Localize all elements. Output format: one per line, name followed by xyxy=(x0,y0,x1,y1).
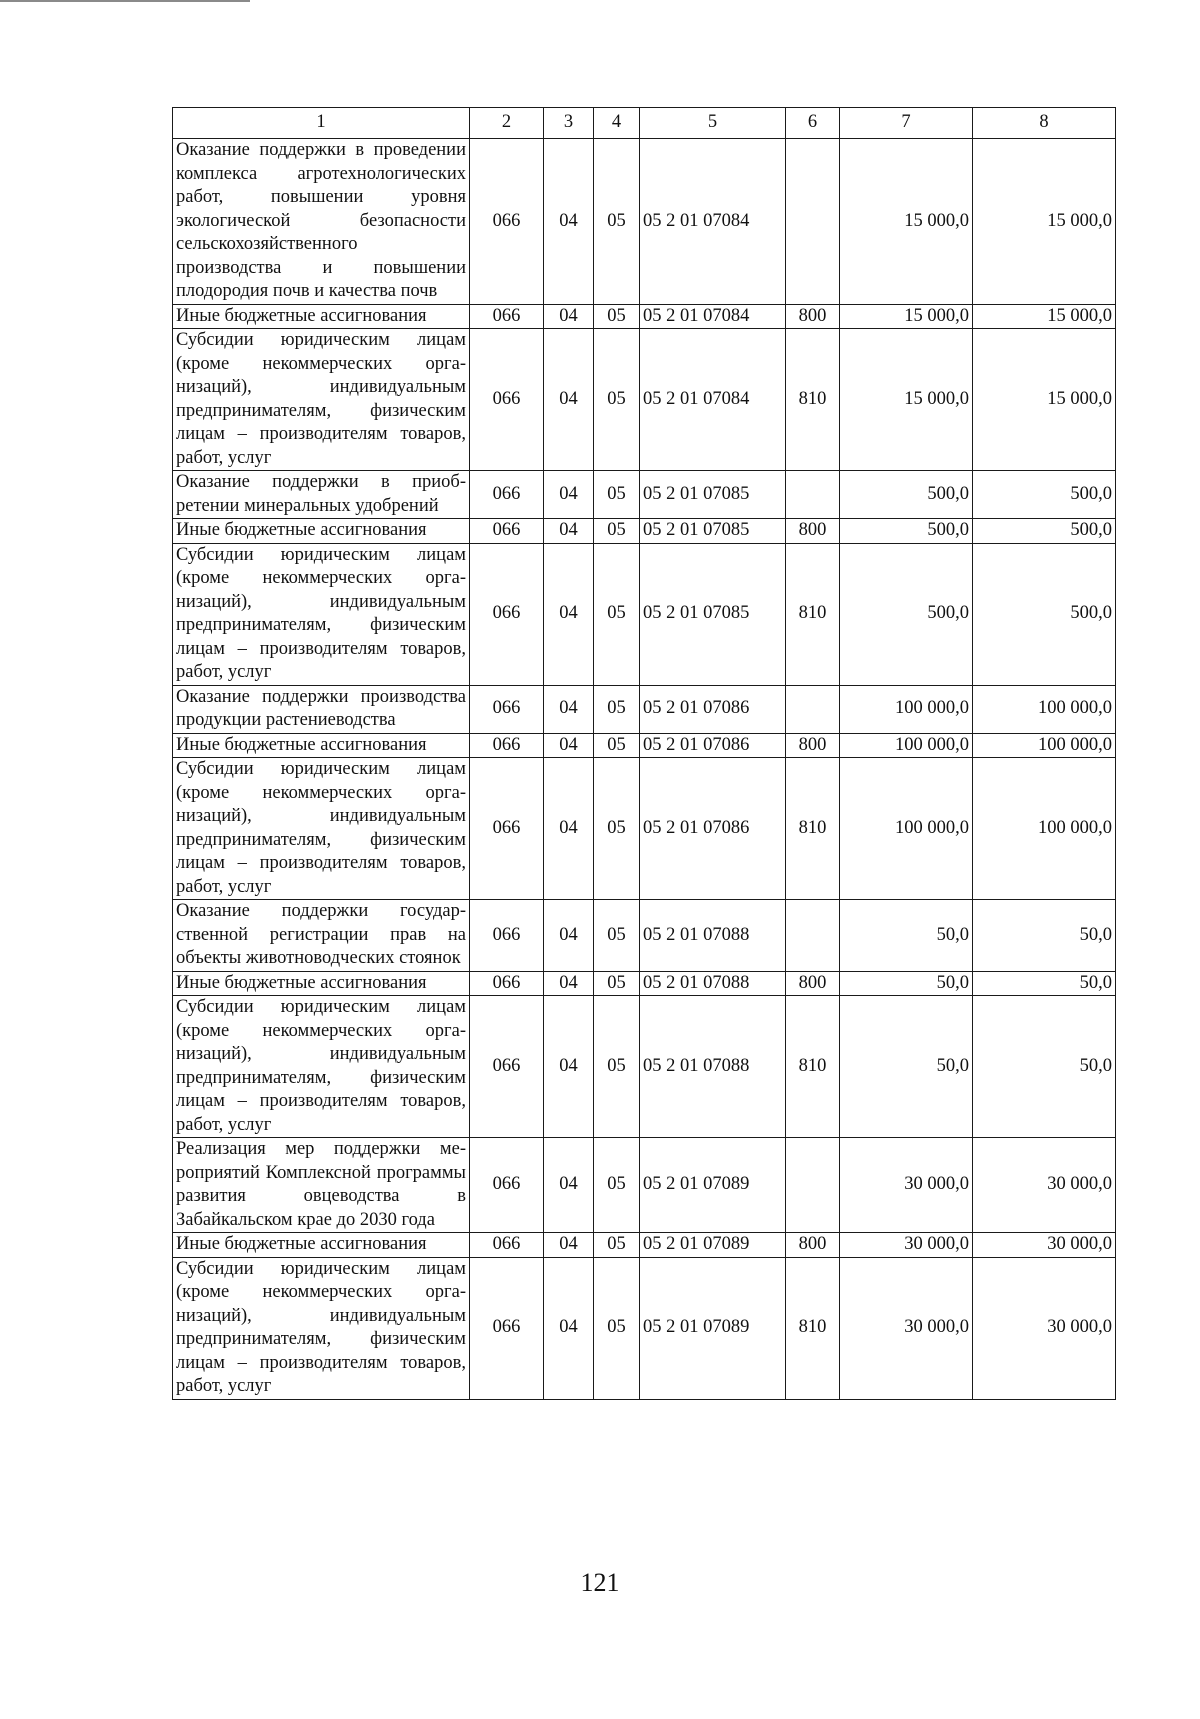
ministry-code-cell: 066 xyxy=(470,329,544,471)
amount-year2-cell: 30 000,0 xyxy=(973,1138,1116,1233)
section-cell: 04 xyxy=(544,1138,594,1233)
target-article-cell: 05 2 01 07086 xyxy=(640,758,786,900)
subsection-cell: 05 xyxy=(594,900,640,972)
amount-year1-cell: 500,0 xyxy=(840,519,973,544)
table-row xyxy=(173,971,1116,996)
expense-type-cell xyxy=(786,900,840,972)
row-name-cell: Субсидии юридическим лицам (кроме некоммерческих организаций), индивидуальным предпринимателям, физическим лицам – производителям товаров, работ, услуг xyxy=(173,996,470,1138)
amount-year2-cell: 500,0 xyxy=(973,471,1116,519)
target-article-cell: 05 2 01 07085 xyxy=(640,543,786,685)
section-cell: 04 xyxy=(544,758,594,900)
table-row xyxy=(173,304,1116,329)
amount-year1-cell: 100 000,0 xyxy=(840,758,973,900)
ministry-code-cell: 066 xyxy=(470,900,544,972)
ministry-code-cell: 066 xyxy=(470,996,544,1138)
row-name-cell: Оказание поддержки в проведении комплекса агротехнологических работ, повышении уровня экологической безопасности сельскохозяйственного производства и повышении плодородия почв и качества почв xyxy=(173,139,470,305)
amount-year2-cell: 100 000,0 xyxy=(973,758,1116,900)
expense-type-cell: 800 xyxy=(786,304,840,329)
table-row xyxy=(173,519,1116,544)
section-cell: 04 xyxy=(544,471,594,519)
amount-year1-cell: 500,0 xyxy=(840,471,973,519)
header-cell: 3 xyxy=(544,108,594,139)
ministry-code-cell: 066 xyxy=(470,971,544,996)
target-article-cell: 05 2 01 07084 xyxy=(640,329,786,471)
amount-year1-cell: 15 000,0 xyxy=(840,139,973,305)
subsection-cell: 05 xyxy=(594,139,640,305)
section-cell: 04 xyxy=(544,1257,594,1399)
table-row xyxy=(173,996,1116,1138)
table-row xyxy=(173,139,1116,305)
amount-year2-cell: 15 000,0 xyxy=(973,139,1116,305)
subsection-cell: 05 xyxy=(594,685,640,733)
expense-type-cell: 800 xyxy=(786,519,840,544)
subsection-cell: 05 xyxy=(594,758,640,900)
amount-year1-cell: 100 000,0 xyxy=(840,685,973,733)
amount-year2-cell: 100 000,0 xyxy=(973,685,1116,733)
expense-type-cell: 810 xyxy=(786,329,840,471)
amount-year2-cell: 15 000,0 xyxy=(973,329,1116,471)
subsection-cell: 05 xyxy=(594,471,640,519)
amount-year1-cell: 500,0 xyxy=(840,543,973,685)
subsection-cell: 05 xyxy=(594,996,640,1138)
target-article-cell: 05 2 01 07085 xyxy=(640,471,786,519)
subsection-cell: 05 xyxy=(594,971,640,996)
row-name-cell: Иные бюджетные ассигнования xyxy=(173,304,470,329)
expense-type-cell xyxy=(786,1138,840,1233)
header-cell: 6 xyxy=(786,108,840,139)
amount-year2-cell: 30 000,0 xyxy=(973,1257,1116,1399)
expense-type-cell xyxy=(786,471,840,519)
expense-type-cell: 810 xyxy=(786,1257,840,1399)
target-article-cell: 05 2 01 07088 xyxy=(640,996,786,1138)
section-cell: 04 xyxy=(544,1233,594,1258)
table-row xyxy=(173,543,1116,685)
ministry-code-cell: 066 xyxy=(470,543,544,685)
target-article-cell: 05 2 01 07086 xyxy=(640,733,786,758)
amount-year1-cell: 50,0 xyxy=(840,996,973,1138)
ministry-code-cell: 066 xyxy=(470,519,544,544)
row-name-cell: Субсидии юридическим лицам (кроме некоммерческих организаций), индивидуальным предпринимателям, физическим лицам – производителям товаров, работ, услуг xyxy=(173,758,470,900)
ministry-code-cell: 066 xyxy=(470,139,544,305)
table-row xyxy=(173,471,1116,519)
row-name-cell: Оказание поддержки в приобретении минеральных удобрений xyxy=(173,471,470,519)
table-row xyxy=(173,1138,1116,1233)
expense-type-cell: 810 xyxy=(786,758,840,900)
target-article-cell: 05 2 01 07089 xyxy=(640,1257,786,1399)
section-cell: 04 xyxy=(544,139,594,305)
table-row xyxy=(173,685,1116,733)
row-name-cell: Реализация мер поддержки мероприятий Комплексной программы развития овцеводства в Забайкальском крае до 2030 года xyxy=(173,1138,470,1233)
amount-year1-cell: 15 000,0 xyxy=(840,304,973,329)
subsection-cell: 05 xyxy=(594,1138,640,1233)
amount-year2-cell: 500,0 xyxy=(973,543,1116,685)
section-cell: 04 xyxy=(544,971,594,996)
amount-year1-cell: 100 000,0 xyxy=(840,733,973,758)
row-name-cell: Иные бюджетные ассигнования xyxy=(173,733,470,758)
table-row xyxy=(173,1257,1116,1399)
subsection-cell: 05 xyxy=(594,1233,640,1258)
ministry-code-cell: 066 xyxy=(470,685,544,733)
target-article-cell: 05 2 01 07086 xyxy=(640,685,786,733)
row-name-cell: Оказание поддержки производства продукции растениеводства xyxy=(173,685,470,733)
section-cell: 04 xyxy=(544,519,594,544)
target-article-cell: 05 2 01 07084 xyxy=(640,304,786,329)
section-cell: 04 xyxy=(544,304,594,329)
row-name-cell: Субсидии юридическим лицам (кроме некоммерческих организаций), индивидуальным предпринимателям, физическим лицам – производителям товаров, работ, услуг xyxy=(173,1257,470,1399)
subsection-cell: 05 xyxy=(594,543,640,685)
scan-border-line xyxy=(0,0,250,2)
header-cell: 2 xyxy=(470,108,544,139)
amount-year2-cell: 50,0 xyxy=(973,996,1116,1138)
amount-year1-cell: 30 000,0 xyxy=(840,1233,973,1258)
expense-type-cell: 810 xyxy=(786,996,840,1138)
target-article-cell: 05 2 01 07088 xyxy=(640,900,786,972)
header-cell: 7 xyxy=(840,108,973,139)
section-cell: 04 xyxy=(544,996,594,1138)
expense-type-cell: 800 xyxy=(786,733,840,758)
row-name-cell: Иные бюджетные ассигнования xyxy=(173,971,470,996)
row-name-cell: Оказание поддержки государственной регистрации прав на объекты животноводческих стоянок xyxy=(173,900,470,972)
amount-year2-cell: 30 000,0 xyxy=(973,1233,1116,1258)
amount-year2-cell: 15 000,0 xyxy=(973,304,1116,329)
section-cell: 04 xyxy=(544,329,594,471)
amount-year1-cell: 50,0 xyxy=(840,900,973,972)
subsection-cell: 05 xyxy=(594,519,640,544)
section-cell: 04 xyxy=(544,543,594,685)
table-row xyxy=(173,733,1116,758)
ministry-code-cell: 066 xyxy=(470,1138,544,1233)
subsection-cell: 05 xyxy=(594,733,640,758)
row-name-cell: Субсидии юридическим лицам (кроме некоммерческих организаций), индивидуальным предпринимателям, физическим лицам – производителям товаров, работ, услуг xyxy=(173,329,470,471)
header-row xyxy=(173,108,1116,139)
amount-year1-cell: 50,0 xyxy=(840,971,973,996)
section-cell: 04 xyxy=(544,900,594,972)
subsection-cell: 05 xyxy=(594,304,640,329)
target-article-cell: 05 2 01 07084 xyxy=(640,139,786,305)
header-cell: 5 xyxy=(640,108,786,139)
ministry-code-cell: 066 xyxy=(470,758,544,900)
header-cell: 1 xyxy=(173,108,470,139)
table-row xyxy=(173,758,1116,900)
amount-year2-cell: 500,0 xyxy=(973,519,1116,544)
row-name-cell: Иные бюджетные ассигнования xyxy=(173,519,470,544)
row-name-cell: Иные бюджетные ассигнования xyxy=(173,1233,470,1258)
subsection-cell: 05 xyxy=(594,329,640,471)
section-cell: 04 xyxy=(544,685,594,733)
target-article-cell: 05 2 01 07089 xyxy=(640,1138,786,1233)
amount-year2-cell: 50,0 xyxy=(973,900,1116,972)
ministry-code-cell: 066 xyxy=(470,304,544,329)
target-article-cell: 05 2 01 07089 xyxy=(640,1233,786,1258)
table-row xyxy=(173,900,1116,972)
section-cell: 04 xyxy=(544,733,594,758)
budget-table xyxy=(172,107,1116,1400)
row-name-cell: Субсидии юридическим лицам (кроме некоммерческих организаций), индивидуальным предпринимателям, физическим лицам – производителям товаров, работ, услуг xyxy=(173,543,470,685)
header-cell: 8 xyxy=(973,108,1116,139)
amount-year1-cell: 30 000,0 xyxy=(840,1257,973,1399)
table-row xyxy=(173,329,1116,471)
table-body xyxy=(173,108,1116,1400)
amount-year2-cell: 50,0 xyxy=(973,971,1116,996)
expense-type-cell xyxy=(786,685,840,733)
expense-type-cell: 800 xyxy=(786,971,840,996)
ministry-code-cell: 066 xyxy=(470,1257,544,1399)
amount-year2-cell: 100 000,0 xyxy=(973,733,1116,758)
page-number: 121 xyxy=(580,1568,620,1597)
subsection-cell: 05 xyxy=(594,1257,640,1399)
ministry-code-cell: 066 xyxy=(470,1233,544,1258)
ministry-code-cell: 066 xyxy=(470,471,544,519)
amount-year1-cell: 15 000,0 xyxy=(840,329,973,471)
ministry-code-cell: 066 xyxy=(470,733,544,758)
target-article-cell: 05 2 01 07085 xyxy=(640,519,786,544)
expense-type-cell: 800 xyxy=(786,1233,840,1258)
header-cell: 4 xyxy=(594,108,640,139)
expense-type-cell xyxy=(786,139,840,305)
expense-type-cell: 810 xyxy=(786,543,840,685)
target-article-cell: 05 2 01 07088 xyxy=(640,971,786,996)
table-row xyxy=(173,1233,1116,1258)
amount-year1-cell: 30 000,0 xyxy=(840,1138,973,1233)
